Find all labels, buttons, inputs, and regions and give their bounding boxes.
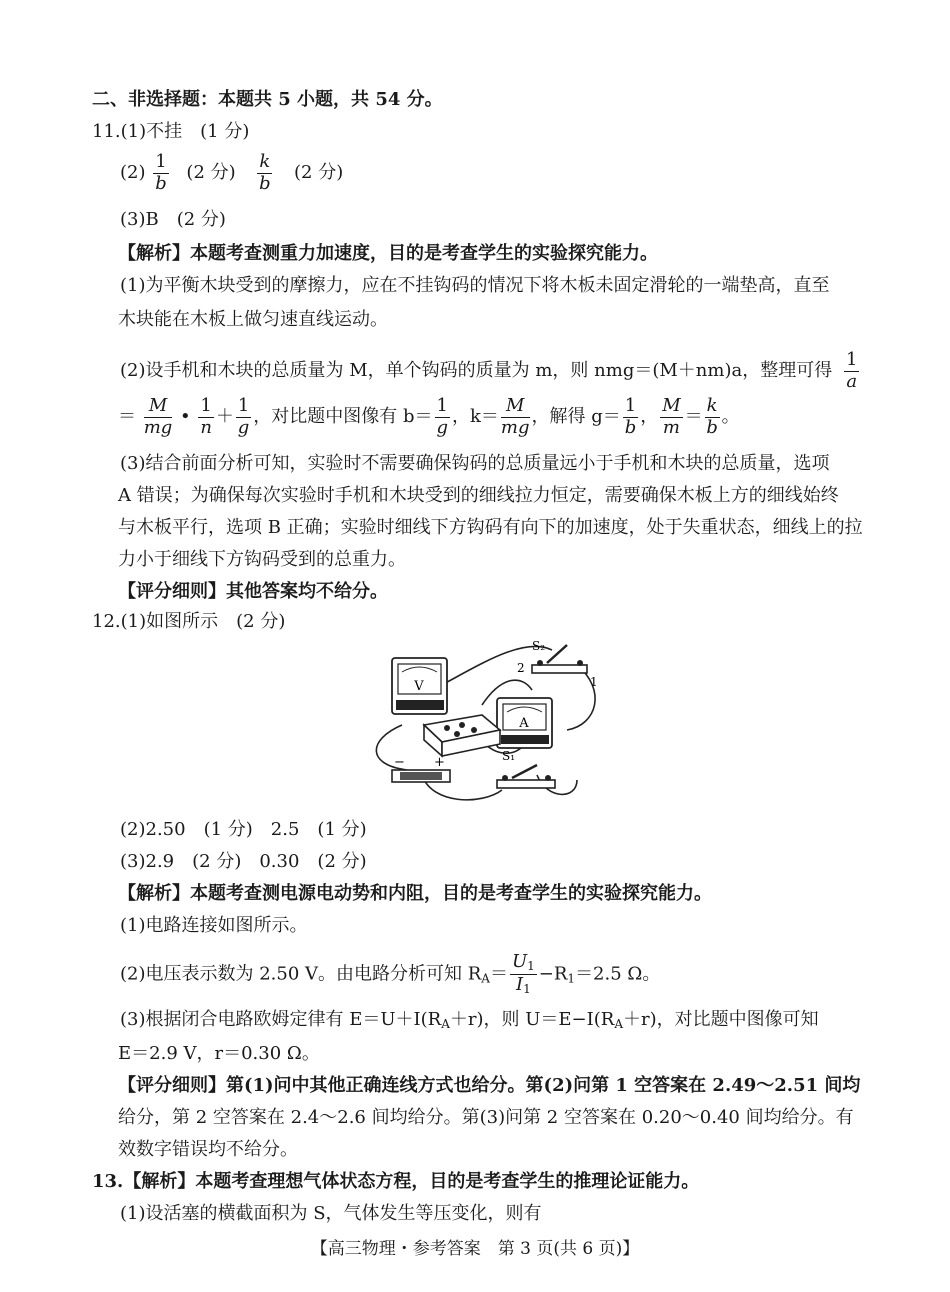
switch-s1 [497, 749, 555, 788]
q11-analysis-p1-line1: (1)为平衡木块受到的摩擦力，应在不挂钩码的情况下将木板未固定滑轮的一端垫高，直至 [120, 275, 830, 296]
fraction: $\frac{1}{b}$ [155, 151, 167, 194]
voltmeter [392, 658, 447, 714]
resistance-box [424, 715, 500, 756]
q12-analysis-p3-line1: (3)根据闭合电路欧姆定律有 $E=U+I(R_A+r)$，则 $U=E-I(R_A+r)$，对比题中图像可知 [120, 1009, 819, 1031]
q11-analysis-p3-line4: 力小于细线下方钩码受到的总重力。 [118, 549, 406, 570]
q11-grading: 【评分细则】其他答案均不给分。 [118, 581, 388, 602]
terminal-1-label: 1 [590, 675, 598, 689]
section-heading: 二、非选择题：本题共 5 小题，共 54 分。 [92, 89, 443, 110]
q12-analysis-p2: (2)电压表示数为 2.50 V。由电路分析可知 $R_A=$ $\frac{U_1}{I_1}$ $-R_1=2.5$ Ω。 [120, 951, 661, 996]
q11-analysis-p2-line2: ＝ $\frac{M}{mg}$ • $\frac{1}{n}$ ＋ $\frac{1}{g}$ ，对比题中图像有 b＝ $\frac{1}{g}$ ，k＝ $\frac{M}{mg}$ ，解得 g＝ $\frac{1}{b}$ ， $\frac{M}{m}$ ＝ $\frac{k}{b}$ 。 [118, 395, 740, 438]
q12-analysis-p3-line2: E＝2.9 V，r＝0.30 Ω。 [118, 1043, 320, 1064]
q11-answer-1: 11.(1)不挂 (1 分) [92, 121, 250, 142]
page-footer: 【高三物理・参考答案 第 3 页(共 6 页)】 [310, 1239, 640, 1259]
battery [392, 755, 450, 782]
battery-plus-label: + [434, 755, 445, 770]
voltmeter-label: V [414, 679, 424, 694]
q11-analysis-p2-line1: (2)设手机和木块的总质量为 M，单个钩码的质量为 m，则 nmg＝(M＋nm)a，整理可得 $\frac{1}{a}$ [120, 349, 858, 392]
q13-analysis-p1: (1)设活塞的横截面积为 S，气体发生等压变化，则有 [120, 1203, 542, 1224]
ammeter [497, 698, 552, 748]
q12-answer-1: 12.(1)如图所示 (2 分) [92, 611, 286, 632]
q11-analysis-p3-line1: (3)结合前面分析可知，实验时不需要确保钩码的总质量远小于手机和木块的总质量，选项 [120, 453, 830, 474]
terminal-2-label: 2 [517, 661, 525, 675]
q11-analysis-p1-line2: 木块能在木板上做匀速直线运动。 [118, 309, 388, 330]
battery-minus-label: − [394, 755, 405, 770]
q12-grading-line3: 效数字错误均不给分。 [118, 1139, 298, 1160]
q12-grading-line2: 给分，第 2 空答案在 2.4～2.6 间均给分。第(3)问第 2 空答案在 0.20～0.40 间均给分。有 [118, 1107, 854, 1128]
fraction: $\frac{k}{b}$ [259, 151, 271, 194]
q11-answer-3: (3)B (2 分) [120, 209, 226, 230]
q12-analysis-p1: (1)电路连接如图所示。 [120, 915, 308, 936]
q11-analysis-p3-line3: 与木板平行，选项 B 正确；实验时细线下方钩码有向下的加速度，处于失重状态，细线上的拉 [118, 517, 863, 538]
ammeter-label: A [519, 716, 529, 731]
q13-analysis-heading: 13.【解析】本题考查理想气体状态方程，目的是考查学生的推理论证能力。 [92, 1171, 700, 1192]
q12-grading-line1: 【评分细则】第(1)问中其他正确连线方式也给分。第(2)问第 1 空答案在 2.49～2.51 间均 [118, 1075, 861, 1096]
q11-analysis-p3-line2: A 错误；为确保每次实验时手机和木块受到的细线拉力恒定，需要确保木板上方的细线始终 [118, 485, 839, 506]
q12-answer-3: (3)2.9 (2 分) 0.30 (2 分) [120, 851, 367, 872]
q12-answer-2: (2)2.50 (1 分) 2.5 (1 分) [120, 819, 367, 840]
switch-s1-label: S₁ [502, 749, 516, 763]
q11-answer-2: (2) $\frac{1}{b}$ (2 分) $\frac{k}{b}$ (2 分) [120, 151, 344, 194]
q12-analysis-heading: 【解析】本题考查测电源电动势和内阻，目的是考查学生的实验探究能力。 [118, 883, 712, 904]
switch-s2-label: S₂ [532, 639, 546, 653]
q11-analysis-heading: 【解析】本题考查测重力加速度，目的是考查学生的实验探究能力。 [118, 243, 658, 264]
circuit-diagram [362, 630, 602, 810]
